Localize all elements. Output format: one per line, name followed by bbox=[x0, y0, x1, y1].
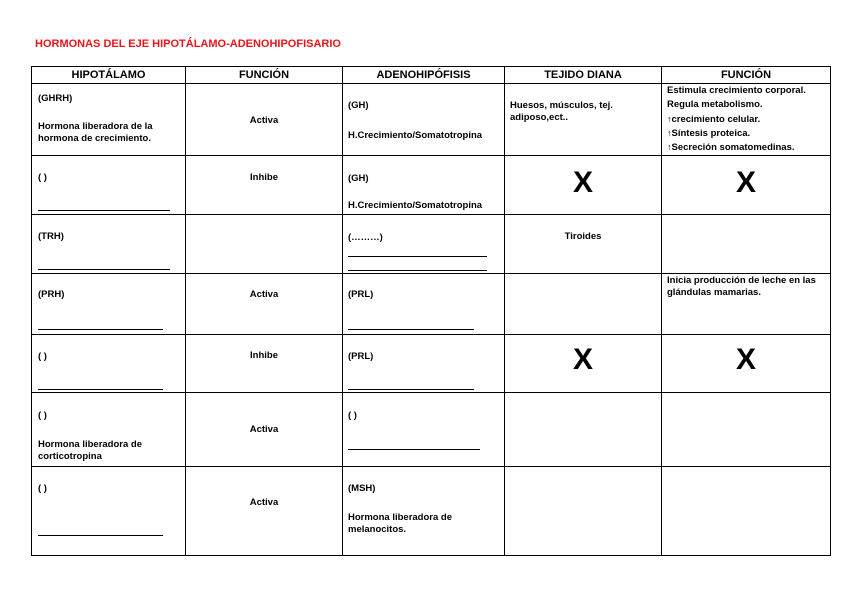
hormone-abbr: (MSH) bbox=[348, 483, 376, 494]
header-funcion-2: FUNCIÓN bbox=[662, 67, 831, 84]
table-row bbox=[32, 84, 831, 156]
cell-tejido-diana bbox=[505, 393, 662, 467]
hormone-abbr: (GH) bbox=[348, 173, 369, 184]
cell-funcion bbox=[186, 156, 343, 215]
answer-blank-line bbox=[348, 256, 487, 257]
cell-funcion-2 bbox=[662, 467, 831, 556]
cell-funcion bbox=[186, 393, 343, 467]
target-tissue: Tiroides bbox=[564, 231, 602, 242]
function-line: Regula metabolismo. bbox=[667, 99, 763, 110]
answer-blank-line bbox=[38, 389, 163, 390]
hormone-name: Hormona liberadora de la hormona de crecimiento. bbox=[38, 121, 153, 144]
cell-funcion-2 bbox=[662, 274, 831, 335]
cell-funcion bbox=[186, 274, 343, 335]
header-adenohipofisis: ADENOHIPÓFISIS bbox=[343, 67, 505, 84]
cell-tejido-diana bbox=[505, 156, 662, 215]
header-funcion: FUNCIÓN bbox=[186, 67, 343, 84]
cross-mark: X bbox=[735, 343, 756, 376]
answer-blank-line bbox=[348, 329, 474, 330]
function-line: Estimula crecimiento corporal. bbox=[667, 85, 806, 96]
cell-funcion bbox=[186, 215, 343, 274]
cell-funcion-2 bbox=[662, 84, 831, 156]
answer-blank-line bbox=[38, 535, 163, 536]
cell-adenohipofisis bbox=[343, 467, 505, 556]
table-row bbox=[32, 156, 831, 215]
cell-tejido-diana bbox=[505, 84, 662, 156]
cross-mark: X bbox=[572, 343, 593, 376]
document-title: HORMONAS DEL EJE HIPOTÁLAMO-ADENOHIPOFISARIO bbox=[35, 38, 341, 50]
hormone-table bbox=[31, 66, 831, 556]
function-text: Activa bbox=[249, 497, 279, 508]
hormone-abbr: ( ) bbox=[348, 410, 357, 421]
cell-hipotalamo bbox=[32, 467, 186, 556]
cell-funcion-2 bbox=[662, 156, 831, 215]
function-text: Inhibe bbox=[250, 350, 278, 361]
answer-blank-line bbox=[348, 270, 487, 271]
cell-hipotalamo bbox=[32, 274, 186, 335]
hormone-abbr: ( ) bbox=[38, 483, 47, 494]
answer-blank-line bbox=[38, 269, 170, 270]
hormone-abbr: ( ) bbox=[38, 410, 47, 421]
hormone-abbr: (TRH) bbox=[38, 231, 64, 242]
hormone-name: H.Crecimiento/Somatotropina bbox=[348, 130, 483, 141]
cell-funcion bbox=[186, 84, 343, 156]
function-text: Inhibe bbox=[250, 172, 278, 183]
function-line: ↑Síntesis proteica. bbox=[667, 128, 751, 139]
header-hipotalamo: HIPOTÁLAMO bbox=[32, 67, 186, 84]
table-row bbox=[32, 467, 831, 556]
table-row bbox=[32, 274, 831, 335]
cell-adenohipofisis bbox=[343, 215, 505, 274]
hormone-abbr: ( ) bbox=[38, 172, 47, 183]
cell-adenohipofisis bbox=[343, 156, 505, 215]
table-row bbox=[32, 215, 831, 274]
hormone-abbr: (GH) bbox=[348, 100, 369, 111]
cell-funcion-2 bbox=[662, 393, 831, 467]
function-text: Activa bbox=[249, 424, 279, 435]
cell-hipotalamo bbox=[32, 215, 186, 274]
cell-adenohipofisis bbox=[343, 84, 505, 156]
answer-blank-line bbox=[38, 329, 163, 330]
cell-adenohipofisis bbox=[343, 274, 505, 335]
cell-tejido-diana bbox=[505, 467, 662, 556]
target-tissue: Huesos, músculos, tej. adiposo,ect.. bbox=[510, 100, 613, 123]
cell-hipotalamo bbox=[32, 393, 186, 467]
table-row bbox=[32, 335, 831, 393]
arrow-up-icon: ↑ bbox=[667, 142, 672, 152]
header-tejido-diana: TEJIDO DIANA bbox=[505, 67, 662, 84]
function-line: ↑Secreción somatomedinas. bbox=[667, 142, 795, 153]
function-line: ↑crecimiento celular. bbox=[667, 114, 761, 125]
cross-mark: X bbox=[572, 166, 593, 199]
cell-tejido-diana bbox=[505, 335, 662, 393]
cell-funcion-2 bbox=[662, 215, 831, 274]
hormone-abbr: (PRH) bbox=[38, 289, 65, 300]
cross-mark: X bbox=[735, 166, 756, 199]
cell-hipotalamo bbox=[32, 84, 186, 156]
hormone-abbr: (GHRH) bbox=[38, 93, 73, 104]
cell-tejido-diana bbox=[505, 274, 662, 335]
hormone-abbr: (………) bbox=[348, 232, 383, 243]
arrow-up-icon: ↑ bbox=[667, 128, 672, 138]
answer-blank-line bbox=[348, 389, 474, 390]
function-text: Activa bbox=[249, 289, 279, 300]
cell-hipotalamo bbox=[32, 335, 186, 393]
hormone-abbr: (PRL) bbox=[348, 351, 374, 362]
cell-funcion-2 bbox=[662, 335, 831, 393]
arrow-up-icon: ↑ bbox=[667, 114, 672, 124]
hormone-name: Hormona liberadora de corticotropina bbox=[38, 439, 142, 462]
hormone-abbr: ( ) bbox=[38, 351, 47, 362]
answer-blank-line bbox=[348, 449, 480, 450]
hormone-name: Hormona liberadora de melanocitos. bbox=[348, 512, 452, 535]
table-row bbox=[32, 393, 831, 467]
cell-hipotalamo bbox=[32, 156, 186, 215]
answer-blank-line bbox=[38, 210, 170, 211]
function-text: Inicia producción de leche en las glándulas mamarias. bbox=[667, 275, 816, 298]
cell-adenohipofisis bbox=[343, 335, 505, 393]
cell-tejido-diana bbox=[505, 215, 662, 274]
function-text: Activa bbox=[249, 115, 279, 126]
hormone-name: H.Crecimiento/Somatotropina bbox=[348, 200, 483, 211]
cell-funcion bbox=[186, 467, 343, 556]
table-header-row bbox=[32, 67, 831, 84]
cell-adenohipofisis bbox=[343, 393, 505, 467]
cell-funcion bbox=[186, 335, 343, 393]
hormone-abbr: (PRL) bbox=[348, 289, 374, 300]
